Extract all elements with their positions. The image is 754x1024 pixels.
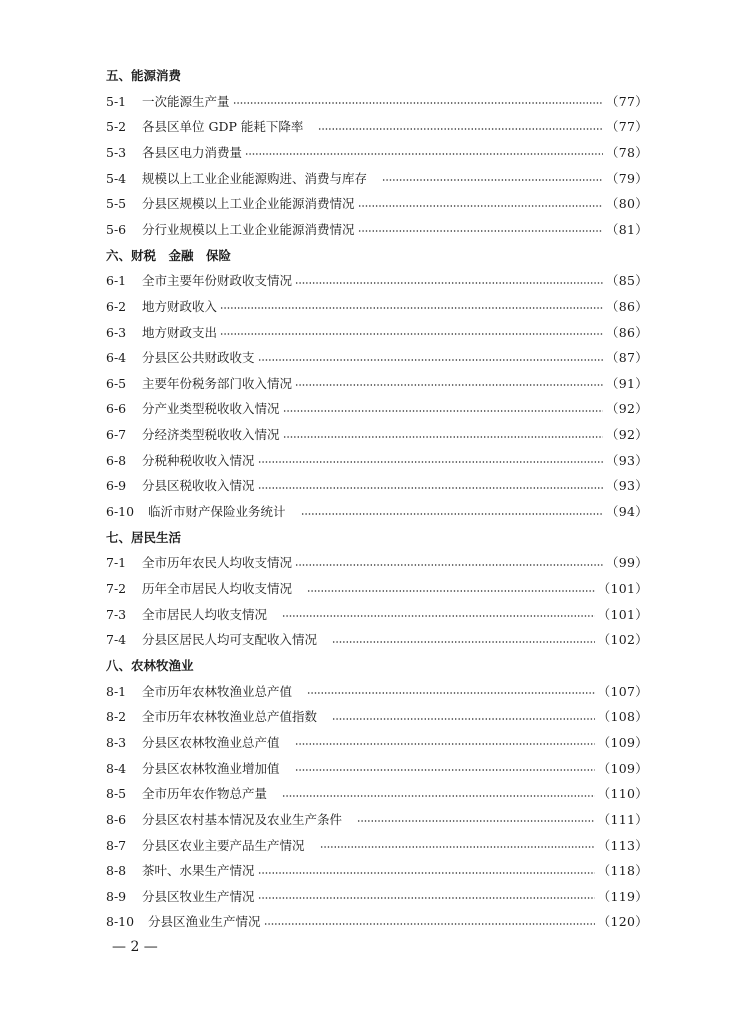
entry-number: 5-5 (106, 196, 127, 212)
toc-entry[interactable] (106, 553, 648, 573)
entry-page: （118） (597, 863, 648, 879)
leader-dots (258, 487, 603, 489)
toc-entry[interactable] (106, 348, 648, 368)
leader-dots (258, 872, 595, 874)
entry-title: 全市历年农民人均收支情况 (142, 555, 293, 571)
entry-number: 6-9 (106, 478, 127, 494)
entry-number: 7-2 (106, 581, 127, 596)
leader-dots (318, 128, 603, 130)
entry-page: （86） (605, 298, 648, 314)
entry-number: 6-1 (106, 273, 127, 289)
section-heading: 五、能源消费 (106, 68, 182, 83)
entry-title: 分产业类型税收收入情况 (142, 401, 280, 417)
entry-title: 全市历年农作物总产量 (142, 786, 268, 802)
entry-number: 6-8 (106, 452, 127, 468)
entry-page: （78） (605, 144, 648, 160)
entry-number: 8-1 (106, 683, 127, 699)
entry-number: 8-6 (106, 811, 127, 827)
entry-title: 分县区农林牧渔业增加值 (142, 760, 280, 776)
entry-title: 历年全市居民人均收支情况 (142, 581, 293, 596)
entry-page: （102） (597, 632, 648, 648)
entry-page: （120） (597, 914, 648, 930)
entry-number: 6-3 (106, 324, 127, 340)
leader-dots (220, 307, 603, 309)
leader-dots (332, 718, 595, 720)
toc-entry[interactable] (106, 733, 648, 753)
entry-page: （92） (605, 401, 648, 417)
entry-title: 分县区牧业生产情况 (142, 888, 255, 904)
leader-dots (245, 153, 603, 155)
toc-entry[interactable] (106, 399, 648, 419)
toc-entry[interactable] (106, 836, 648, 856)
entry-page: （113） (597, 837, 648, 853)
entry-page: （99） (605, 555, 648, 571)
leader-dots (357, 820, 595, 822)
entry-title: 分县区公共财政收支 (142, 350, 255, 366)
entry-page: （92） (605, 427, 648, 443)
toc-entry[interactable] (106, 502, 648, 522)
leader-dots (295, 769, 595, 771)
entry-title: 地方财政收入 (142, 298, 218, 314)
toc-entry[interactable] (106, 143, 648, 163)
entry-title: 分县区农林牧渔业总产值 (142, 734, 280, 750)
entry-page: （110） (597, 786, 648, 802)
entry-page: （101） (597, 581, 648, 596)
leader-dots (220, 333, 603, 335)
toc-entry[interactable] (106, 297, 648, 317)
entry-number: 8-3 (106, 734, 127, 750)
leader-dots (295, 282, 603, 284)
toc-entry[interactable] (106, 579, 648, 599)
leader-dots (358, 205, 603, 207)
leader-dots (320, 846, 595, 848)
leader-dots (258, 897, 595, 899)
leader-dots (295, 384, 603, 386)
entry-number: 6-10 (106, 504, 135, 520)
toc-entry[interactable] (106, 861, 648, 881)
entry-title: 全市历年农林牧渔业总产值指数 (142, 709, 318, 725)
entry-title: 分县区农村基本情况及农业生产条件 (142, 811, 343, 827)
leader-dots (307, 590, 595, 592)
toc-entry[interactable] (106, 194, 648, 214)
entry-page: （111） (597, 811, 648, 827)
toc-entry[interactable] (106, 271, 648, 291)
entry-title: 规模以上工业企业能源购进、消费与库存 (142, 170, 368, 186)
entry-page: （79） (605, 170, 648, 186)
entry-number: 8-8 (106, 863, 127, 879)
toc-entry[interactable] (106, 117, 648, 137)
toc-entry[interactable] (106, 323, 648, 343)
leader-dots (295, 564, 603, 566)
leader-dots (233, 102, 603, 104)
entry-page: （109） (597, 760, 648, 776)
entry-title: 全市历年农林牧渔业总产值 (142, 683, 293, 699)
entry-number: 8-9 (106, 888, 127, 904)
toc-entry[interactable] (106, 451, 648, 471)
entry-page: （108） (597, 709, 648, 725)
toc-entry[interactable] (106, 605, 648, 625)
toc-entry[interactable] (106, 810, 648, 830)
entry-number: 6-4 (106, 350, 127, 366)
entry-title: 临沂市财产保险业务统计 (148, 504, 286, 520)
toc-entry[interactable] (106, 707, 648, 727)
entry-number: 8-7 (106, 837, 127, 853)
leader-dots (301, 513, 603, 515)
entry-title: 分行业规模以上工业企业能源消费情况 (142, 221, 355, 237)
entry-number: 7-3 (106, 606, 127, 622)
entry-number: 8-10 (106, 914, 135, 930)
leader-dots (282, 615, 595, 617)
entry-number: 6-5 (106, 375, 127, 391)
entry-number: 8-5 (106, 786, 127, 802)
entry-title: 各县区电力消费量 (142, 144, 243, 160)
entry-title: 全市主要年份财政收支情况 (142, 273, 293, 289)
page-number: — 2 — (112, 939, 158, 955)
entry-number: 7-4 (106, 632, 127, 648)
entry-page: （91） (605, 375, 648, 391)
entry-page: （80） (605, 196, 648, 212)
leader-dots (332, 641, 595, 643)
section-heading: 六、财税 金融 保险 (106, 247, 232, 263)
leader-dots (258, 461, 603, 463)
toc-entry[interactable] (106, 425, 648, 445)
leader-dots (307, 692, 595, 694)
entry-title: 分县区农业主要产品生产情况 (142, 837, 305, 853)
section-heading: 七、居民生活 (106, 529, 182, 545)
entry-number: 5-3 (106, 144, 127, 160)
toc-entry[interactable] (106, 92, 648, 112)
toc-entry[interactable] (106, 887, 648, 907)
entry-page: （77） (605, 119, 648, 135)
entry-page: （85） (605, 273, 648, 289)
entry-number: 5-1 (106, 93, 127, 109)
entry-number: 8-4 (106, 760, 127, 776)
leader-dots (295, 743, 595, 745)
entry-page: （107） (597, 683, 648, 699)
toc-entry[interactable] (106, 374, 648, 394)
entry-page: （87） (605, 350, 648, 366)
entry-title: 分经济类型税收收入情况 (142, 427, 280, 443)
entry-title: 分县区规模以上工业企业能源消费情况 (142, 196, 355, 212)
toc-entry[interactable] (106, 682, 648, 702)
toc-entry[interactable] (106, 476, 648, 496)
toc-entry[interactable] (106, 759, 648, 779)
toc-entry[interactable] (106, 912, 648, 932)
entry-number: 6-2 (106, 298, 127, 314)
section-heading: 八、农林牧渔业 (106, 657, 194, 673)
entry-page: （93） (605, 452, 648, 468)
toc-entry[interactable] (106, 169, 648, 189)
entry-title: 一次能源生产量 (142, 93, 230, 109)
toc-entry[interactable] (106, 630, 648, 650)
entry-title: 分税种税收收入情况 (142, 452, 255, 468)
entry-title: 分县区渔业生产情况 (148, 914, 261, 930)
leader-dots (358, 230, 603, 232)
entry-number: 6-7 (106, 427, 127, 443)
entry-page: （101） (597, 606, 648, 622)
entry-number: 5-6 (106, 221, 127, 237)
entry-page: （93） (605, 478, 648, 494)
entry-page: （94） (605, 504, 648, 520)
entry-page: （81） (605, 221, 648, 237)
entry-page: （119） (597, 888, 648, 904)
toc-entry[interactable] (106, 220, 648, 240)
entry-page: （77） (605, 93, 648, 109)
leader-dots (282, 795, 595, 797)
leader-dots (264, 923, 595, 925)
toc-entry[interactable] (106, 784, 648, 804)
entry-title: 分县区居民人均可支配收入情况 (142, 632, 318, 648)
entry-title: 全市居民人均收支情况 (142, 606, 268, 622)
leader-dots (382, 179, 603, 181)
entry-page: （86） (605, 324, 648, 340)
entry-number: 7-1 (106, 555, 127, 571)
entry-title: 各县区单位 GDP 能耗下降率 (142, 119, 304, 135)
entry-number: 5-4 (106, 170, 127, 186)
leader-dots (283, 410, 603, 412)
entry-number: 8-2 (106, 709, 127, 725)
leader-dots (258, 359, 603, 361)
entry-number: 5-2 (106, 119, 127, 135)
entry-title: 茶叶、水果生产情况 (142, 863, 255, 879)
entry-number: 6-6 (106, 401, 127, 417)
entry-title: 地方财政支出 (142, 324, 218, 340)
entry-page: （109） (597, 734, 648, 750)
entry-title: 分县区税收收入情况 (142, 478, 255, 494)
leader-dots (283, 436, 603, 438)
entry-title: 主要年份税务部门收入情况 (142, 375, 293, 391)
